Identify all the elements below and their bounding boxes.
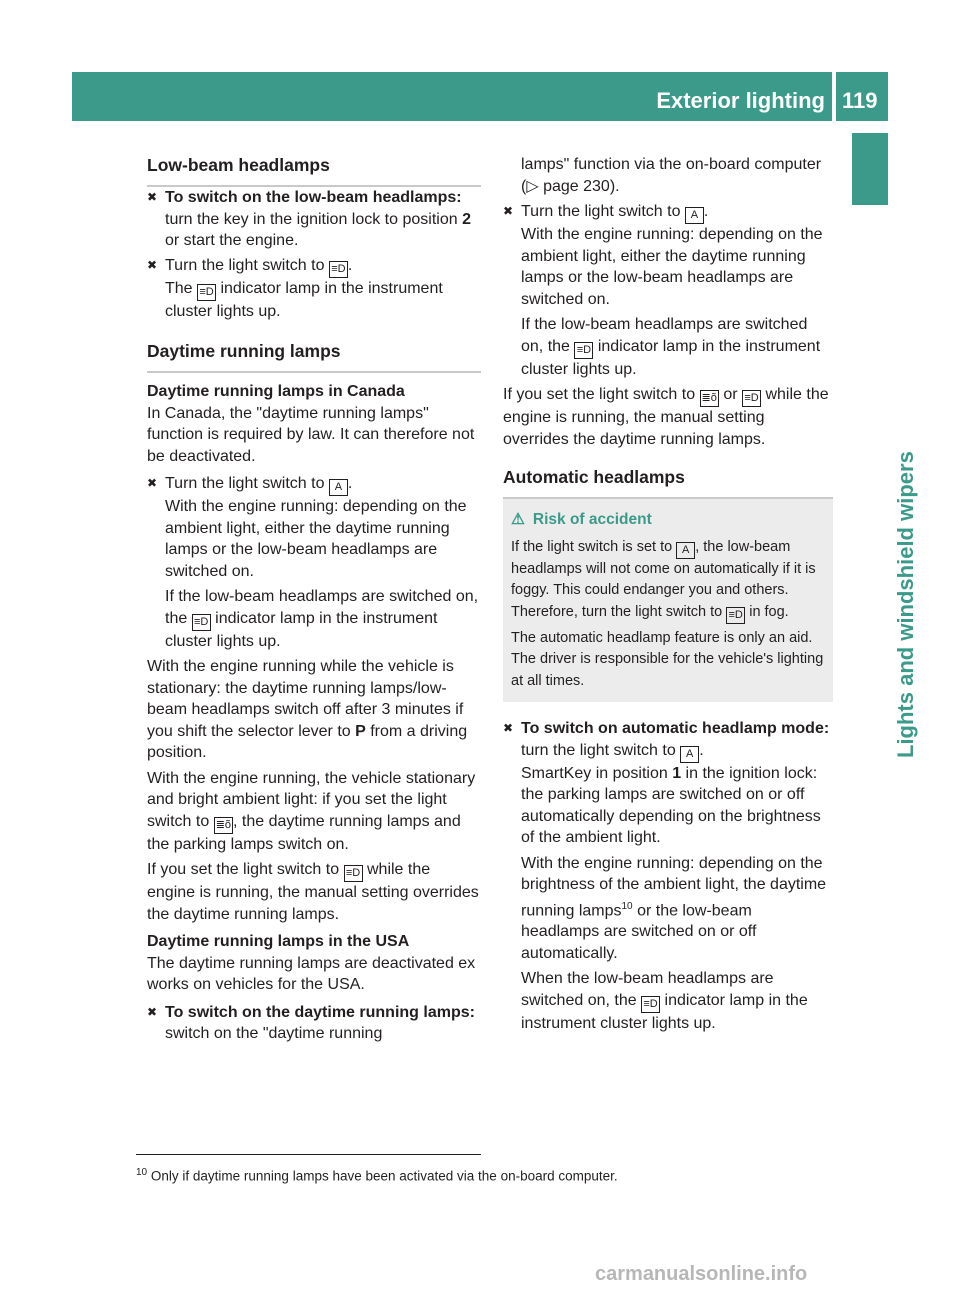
step-usa-note: If the low-beam headlamps are switched on, the ≡D indicator lamp in the instrument cluster lights up. <box>521 316 821 378</box>
section-heading-auto: Automatic headlamps <box>503 466 833 499</box>
section-heading-lowbeam: Low-beam headlamps <box>147 154 481 187</box>
auto-headlamp-icon: A <box>676 542 695 559</box>
step-arrow-icon: ✖ <box>147 476 158 490</box>
parking-lamp-icon: ≣õ <box>700 390 719 407</box>
step-canada-note: If the low-beam headlamps are switched on, the ≡D indicator lamp in the instrument cluster lights up. <box>165 588 479 650</box>
subheading-canada: Daytime running lamps in Canada <box>147 383 405 400</box>
page-title: Exterior lighting <box>656 88 825 113</box>
lowbeam-icon: ≡D <box>197 284 216 301</box>
continued-text: lamps" function via the on-board computer (▷ page 230). <box>521 156 822 195</box>
page-number: 119 <box>842 88 878 113</box>
auto-headlamp-icon: A <box>329 479 348 496</box>
step-lowbeam-ignition: ✖ To switch on the low-beam headlamps: turn the key in the ignition lock to position 2 or start the engine. <box>147 189 471 249</box>
watermark: carmanualsonline.info <box>595 1263 808 1285</box>
step-arrow-icon: ✖ <box>503 721 514 735</box>
chapter-tab <box>852 133 888 205</box>
paragraph-override: If you set the light switch to ≡D while the engine is running, the manual setting overrides the daytime running lamps. <box>147 861 479 923</box>
paragraph-stationary: With the engine running while the vehicle is stationary: the daytime running lamps/low-beam headlamps switch off after 3 minutes if you shift the selector lever to P from a driving position. <box>147 658 468 761</box>
paragraph-usa: The daytime running lamps are deactivated ex works on vehicles for the USA. <box>147 954 476 993</box>
warning-triangle-icon: ⚠ <box>511 511 525 528</box>
subheading-usa: Daytime running lamps in the USA <box>147 933 410 950</box>
step-arrow-icon: ✖ <box>147 257 158 272</box>
warning-box <box>503 499 833 702</box>
step-auto-engine: With the engine running: depending on the brightness of the ambient light, the daytime running lamps$^{10}$ or the low-beam headlamps are switched on or off automatically. <box>521 854 827 962</box>
lowbeam-icon: ≡D <box>344 865 363 882</box>
step-usa-drl: ✖ To switch on the daytime running lamps: switch on the "daytime running <box>147 1003 475 1042</box>
right-column <box>503 154 833 1034</box>
step-canada-switch: ✖ Turn the light switch to A . With the engine running: depending on the ambient light, either the daytime running lamps or the low-beam headlamps are switched on. <box>147 475 467 580</box>
lowbeam-icon: ≡D <box>726 607 745 624</box>
paragraph-canada: In Canada, the "daytime running lamps" function is required by law. It can therefore not be deactivated. <box>147 404 475 465</box>
step-usa-switch: ✖ Turn the light switch to A . With the engine running: depending on the ambient light, either the daytime running lamps or the low-beam headlamps are switched on. <box>503 203 823 308</box>
warning-text-1: If the light switch is set to A , the low-beam headlamps will not come on automatically if it is foggy. This could endanger you and others. Therefore, turn the light switch to ≡D in fog. <box>511 537 825 624</box>
lowbeam-icon: ≡D <box>329 261 348 278</box>
warning-text-2: The automatic headlamp feature is only an aid. The driver is responsible for the vehicle's lighting at all times. <box>511 629 824 689</box>
step-arrow-icon: ✖ <box>147 190 158 204</box>
left-column <box>147 154 481 1045</box>
section-heading-drl: Daytime running lamps <box>147 340 481 373</box>
auto-headlamp-icon: A <box>680 746 699 763</box>
step-arrow-icon: ✖ <box>503 204 514 218</box>
lowbeam-icon: ≡D <box>574 342 593 359</box>
parking-lamp-icon: ≣õ <box>214 817 233 834</box>
header-divider <box>832 72 836 121</box>
step-arrow-icon: ✖ <box>147 1004 158 1019</box>
warning-title: ⚠ Risk of accident <box>511 509 825 531</box>
step-auto-indicator: When the low-beam headlamps are switched on, the ≡D indicator lamp in the instrument cluster lights up. <box>521 970 808 1032</box>
footnote: $^{10}$ Only if daytime running lamps have been activated via the on-board computer. <box>136 1167 618 1184</box>
lowbeam-icon: ≡D <box>641 996 660 1013</box>
auto-headlamp-icon: A <box>685 207 704 224</box>
paragraph-bright: With the engine running, the vehicle stationary and bright ambient light: if you set the light switch to ≣õ , the daytime running lamps and the parking lamps switch on. <box>147 769 476 853</box>
step-auto-mode: ✖ To switch on automatic headlamp mode: turn the light switch to A . SmartKey in position 1 in the ignition lock: the parking lamps are switched on or off automatically depending on the brightness of the ambient light. <box>503 720 830 846</box>
step-lowbeam-switch: ✖ Turn the light switch to ≡D . The ≡D indicator lamp in the instrument cluster lights up. <box>147 256 443 320</box>
lowbeam-icon: ≡D <box>742 390 761 407</box>
footnote-rule <box>136 1154 481 1155</box>
paragraph-manual-override: If you set the light switch to ≣õ or ≡D while the engine is running, the manual setting overrides the daytime running lamps. <box>503 386 829 448</box>
lowbeam-icon: ≡D <box>192 614 211 631</box>
